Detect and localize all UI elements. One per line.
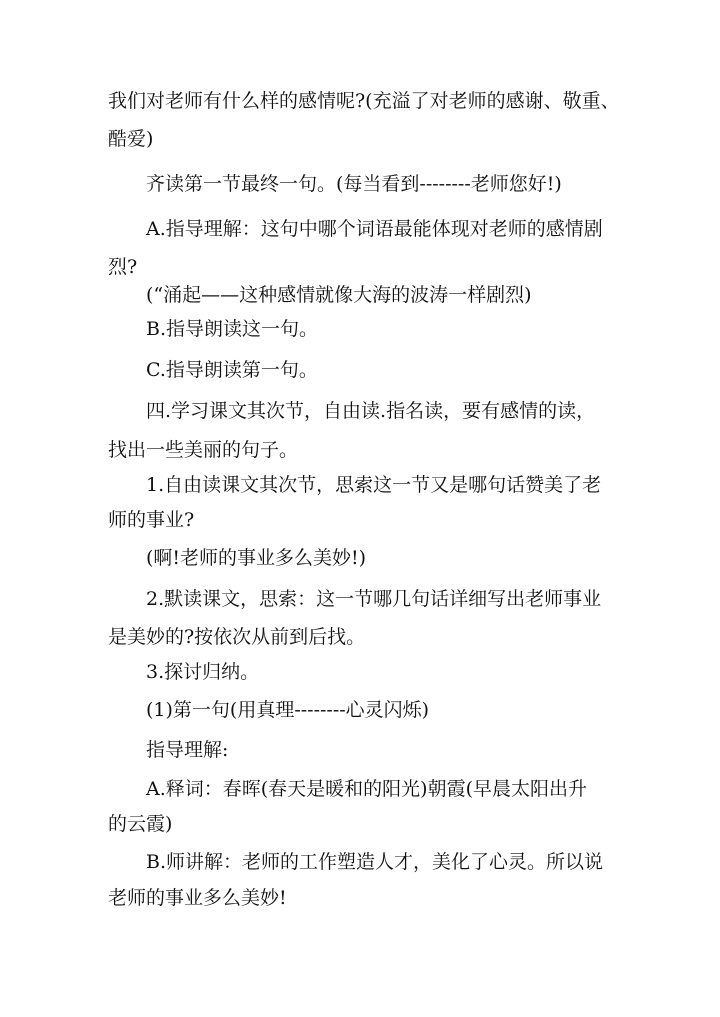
text-line: B.指导朗读这一句。 xyxy=(146,318,319,340)
text-line: C.指导朗读第一句。 xyxy=(146,359,318,381)
text-line: A.指导理解：这句中哪个词语最能体现对老师的感情剧 xyxy=(146,218,603,240)
text-line: 2.默读课文，思索：这一节哪几句话详细写出老师事业 xyxy=(146,588,602,610)
text-line: A.释词：春晖(春天是暖和的阳光)朝霞(早晨太阳出升 xyxy=(146,778,587,800)
text-line: 指导理解: xyxy=(146,739,229,761)
text-line: 老师的事业多么美妙! xyxy=(108,887,287,909)
text-line: 的云霞) xyxy=(108,813,173,835)
text-line: 师的事业? xyxy=(108,509,195,531)
text-line: 四.学习课文其次节，自由读.指名读，要有感情的读， xyxy=(146,400,596,422)
text-line: 3.探讨归纳。 xyxy=(146,661,260,683)
text-line: (1)第一句(用真理--------心灵闪烁) xyxy=(146,699,430,721)
text-line: 找出一些美丽的句子。 xyxy=(108,439,299,461)
text-line: 我们对老师有什么样的感情呢?(充溢了对老师的感谢、敬重、 xyxy=(108,90,620,112)
text-line: 1.自由读课文其次节，思索这一节又是哪句话赞美了老 xyxy=(146,474,602,496)
text-line: 酷爱) xyxy=(108,128,154,150)
text-line: B.师讲解：老师的工作塑造人才，美化了心灵。所以说 xyxy=(146,851,604,873)
text-line: 齐读第一节最终一句。(每当看到--------老师您好!) xyxy=(146,173,562,195)
text-line: 是美妙的?按依次从前到后找。 xyxy=(108,626,366,648)
text-line: 烈? xyxy=(108,256,138,278)
text-line: (“涌起——这种感情就像大海的波涛一样剧烈) xyxy=(146,284,532,306)
text-line: (啊!老师的事业多么美妙!) xyxy=(146,547,367,569)
